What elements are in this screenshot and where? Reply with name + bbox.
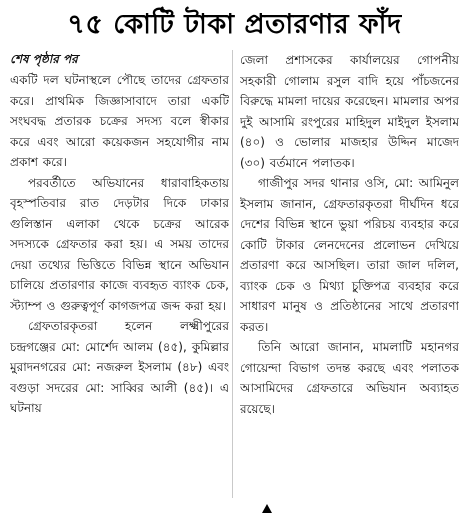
right-paragraph-2: গাজীপুর সদর থানার ওসি, মো: আমিনুল ইসলাম জানান, গ্রেফতারকৃতরা দীর্ঘদিন ধরে দেশের বিভিন্ন স্থানে ভুয়া পরিচয় ব্যবহার করে কোটি টাকার লেনদেনের প্রলোভন দেখিয়ে প্রতারণা করে আসছিল। তারা জাল দলিল, ব্যাংক চেক ও মিথ্যা চুক্তিপত্র ব্যবহার করে সাধারণ মানুষ ও প্রতিষ্ঠানের সাথে প্রতারণা করত। [240, 176, 459, 334]
left-column [10, 50, 229, 502]
column-divider [232, 50, 233, 498]
left-paragraph-2: পরবর্তীতে অভিযানের ধারাবাহিকতায় বৃহস্পতিবার রাত দেড়টার দিকে ঢাকার গুলিস্তান এলাকা থেকে চক্রের আরেক সদস্যকে গ্রেফতার করা হয়। এ সময় তাদের দেয়া তথ্যের ভিত্তিতে বিভিন্ন স্থানে অভিযান চালিয়ে প্রতারণার কাজে ব্যবহৃত ব্যাংক চেক, স্ট্যাম্প ও গুরুত্বপূর্ণ কাগজপত্র জব্দ করা হয়। [10, 175, 229, 313]
continuation-label: শেষ পৃষ্ঠার পর [10, 52, 78, 66]
page-corner-mark [262, 504, 272, 513]
right-column [240, 50, 459, 502]
left-paragraph-1: একটি দল ঘটনাস্থলে পৌছে তাদের গ্রেফতার করে। প্রাথমিক জিজ্ঞাসাবাদে তারা একটি সংঘবদ্ধ প্রতারক চক্রের সদস্য বলে স্বীকার করে এবং আরো কয়েকজন সহযোগীর নাম প্রকাশ করে। [10, 73, 229, 169]
right-paragraph-3: তিনি আরো জানান, মামলাটি মহানগর গোয়েন্দা বিভাগ তদন্ত করছে এবং পলাতক আসামিদের গ্রেফতারে অভিযান অব্যাহত রয়েছে। [240, 340, 459, 416]
left-paragraph-3: গ্রেফতারকৃতরা হলেন লক্ষ্মীপুরের চন্দ্রগঞ্জের মো: মোর্শেদ আলম (৪৫), কুমিল্লার মুরাদনগরের মো: নজরুল ইসলাম (৪৮) এবং বগুড়া সদরের মো: সাব্বির আলী (৪৫)। এ ঘটনায় [10, 319, 229, 415]
right-paragraph-1: জেলা প্রশাসকের কার্যালয়ের গোপনীয় সহকারী গোলাম রসুল বাদি হয়ে পাঁচজনের বিরুদ্ধে মামলা দায়ের করেছেন। মামলার অপর দুই আসামি রংপুরের মাহিদুল মাইদুল ইসলাম (৪০) ও ভোলার মাজহার উদ্দিন মাজেদ (৩০) বর্তমানে পলাতক। [240, 53, 459, 170]
article-headline: ৭৫ কোটি টাকা প্রতারণার ফাঁদ [67, 9, 402, 40]
